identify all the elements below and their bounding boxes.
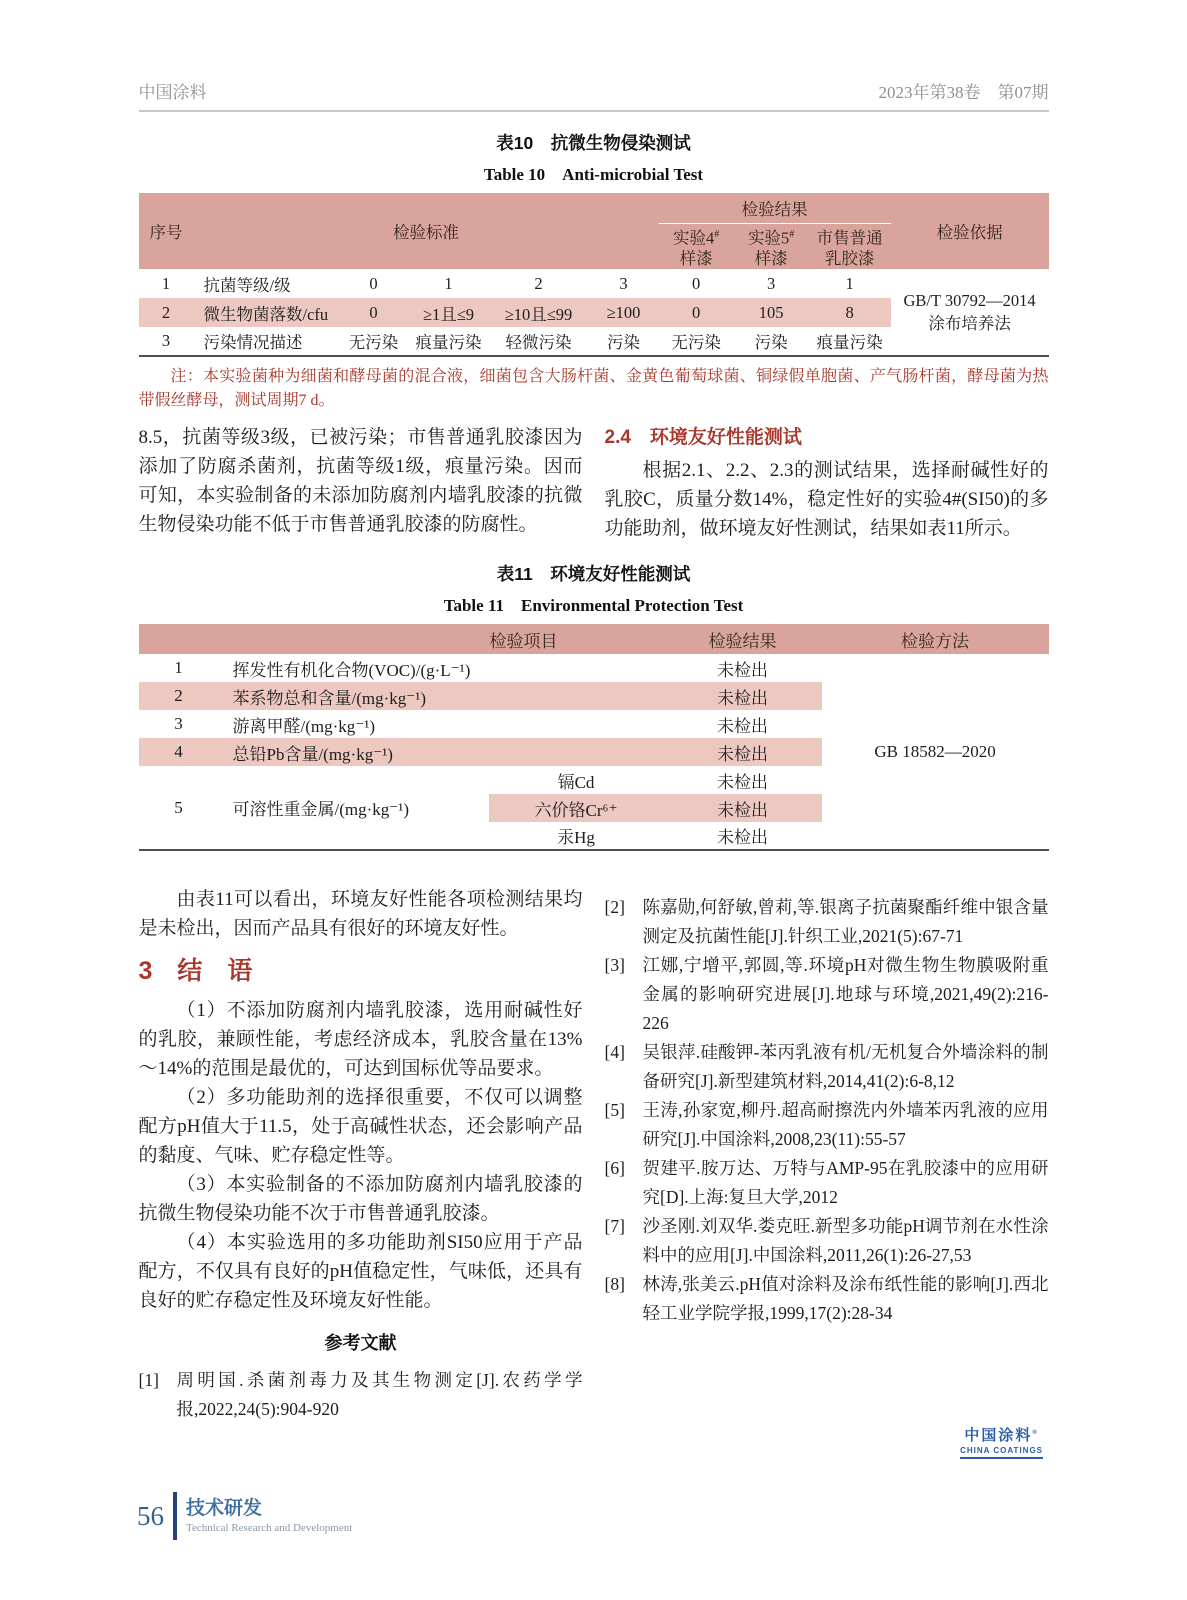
table-row: 3 污染情况描述 无污染 痕量污染 轻微污染 污染 无污染 污染 痕量污染 — [161, 331, 883, 352]
table-row: 2 微生物菌落数/cfu 0 ≥1且≤9 ≥10且≤99 ≥100 0 105 8 — [139, 298, 1049, 327]
table-row: 1 挥发性有机化合物(VOC)/(g·L⁻¹) 未检出 GB 18582—2020 — [139, 654, 1049, 682]
table10-subcol-sample5: 实验5# 样漆 — [734, 223, 809, 269]
table10-basis-cell: GB/T 30792—2014 涂布培养法 — [891, 269, 1049, 356]
table-row: 1 抗菌等级/级 0 1 2 3 0 3 1 GB/T 30792—2014 涂布培养法 — [139, 269, 1049, 298]
table10-antimicrobial-test — [139, 193, 1049, 357]
footer-section-en: Technical Research and Development — [186, 1521, 353, 1534]
references-list-left — [139, 1366, 583, 1424]
logo-wordmark-zh: 中国涂料® — [964, 1427, 1039, 1444]
section-3-heading: 3 结 语 — [138, 957, 253, 985]
table10-subcol-commercial: 市售普通 乳胶漆 — [809, 223, 891, 269]
references-list-right — [605, 893, 1049, 1328]
issue-info: 2023年第38卷 第07期 — [878, 83, 1049, 102]
body-paragraph: 根据2.1、2.2、2.3的测试结果，选择耐碱性好的乳胶C，质量分数14%，稳定性好的实验4#(SI50)的多功能助剂，做环境友好性测试，结果如表11所示。 — [604, 460, 1049, 539]
table10-col-result: 检验结果 — [659, 193, 891, 223]
journal-name: 中国涂料 — [138, 83, 207, 102]
table11-col-method: 检验方法 — [822, 624, 1049, 654]
reference-item: [2] 陈嘉勋,何舒敏,曾莉,等.银离子抗菌聚酯纤维中银含量测定及抗菌性能[J].针织工业,2021(5):67-71 — [604, 897, 1049, 946]
table11-environmental-test — [139, 624, 1049, 851]
registered-mark: ® — [1032, 1430, 1039, 1436]
conclusion-item-3: （3）本实验制备的不添加防腐剂内墙乳胶漆的抗微生物侵染功能不次于市售普通乳胶漆。 — [138, 1174, 583, 1224]
reference-item: [6] 贺建平.胺万达、万特与AMP-95在乳胶漆中的应用研究[D].上海:复旦大学,2012 — [604, 1158, 1049, 1207]
conclusion-item-2: （2）多功能助剂的选择很重要，不仅可以调整配方pH值大于11.5，处于高碱性状态，还会影响产品的黏度、气味、贮存稳定性等。 — [138, 1087, 583, 1166]
table-row: 汞Hg 未检出 — [557, 828, 769, 847]
table-row: 5 可溶性重金属/(mg·kg⁻¹) 镉Cd 未检出 — [174, 772, 769, 819]
table11-col-result: 检验结果 — [664, 624, 822, 654]
reference-item: [4] 吴银萍.硅酸钾-苯丙乳液有机/无机复合外墙涂料的制备研究[J].新型建筑材料,2014,41(2):6-8,12 — [604, 1042, 1049, 1091]
table-row: 4 总铅Pb含量/(mg·kg⁻¹) 未检出 — [139, 738, 1049, 766]
footer-divider — [173, 1492, 177, 1540]
journal-logo — [960, 1424, 1043, 1459]
body-columns — [139, 423, 1049, 543]
conclusion-item-4: （4）本实验选用的多功能助剂SI50应用于产品配方，不仅具有良好的pH值稳定性，气味低，还具有良好的贮存稳定性及环境友好性能。 — [138, 1232, 583, 1311]
page-content — [139, 0, 1049, 1424]
lower-columns — [139, 885, 1049, 1424]
reference-item: [3] 江娜,宁增平,郭圆,等.环境pH对微生物生物膜吸附重金属的影响研究进展[J].地球与环境,2021,49(2):216-226 — [604, 955, 1049, 1033]
left-column — [139, 423, 583, 543]
footer-section-zh: 技术研发 — [186, 1497, 263, 1519]
page-header — [139, 78, 1049, 112]
reference-item: [8] 林涛,张美云.pH值对涂料及涂布纸性能的影响[J].西北轻工业学院学报,1999,17(2):28-34 — [604, 1274, 1049, 1323]
reference-item: [5] 王涛,孙家宽,柳丹.超高耐擦洗内外墙苯丙乳液的应用研究[J].中国涂料,2008,23(11):55-57 — [604, 1100, 1049, 1149]
references-heading: 参考文献 — [324, 1333, 397, 1353]
table11-title-en: Table 11 Environmental Protection Test — [443, 596, 744, 615]
conclusion-item-1: （1）不添加防腐剂内墙乳胶漆，选用耐碱性好的乳胶，兼顾性能，考虑经济成本，乳胶含量在13%～14%的范围是最优的，可达到国标优等品要求。 — [138, 1000, 583, 1079]
table11-method-cell: GB 18582—2020 — [822, 654, 1049, 850]
table10-subcol-sample4: 实验4# 样漆 — [659, 223, 734, 269]
page-number: 56 — [137, 1500, 164, 1531]
table10-col-basis: 检验依据 — [891, 193, 1049, 269]
table10-col-standard: 检验标准 — [194, 193, 659, 269]
table11-col-item: 检验项目 — [139, 624, 664, 654]
summary-paragraph: 由表11可以看出，环境友好性能各项检测结果均是未检出，因而产品具有很好的环境友好性。 — [138, 889, 583, 939]
table-row: 3 游离甲醛/(mg·kg⁻¹) 未检出 — [174, 714, 769, 736]
body-paragraph: 8.5，抗菌等级3级，已被污染；市售普通乳胶漆因为添加了防腐杀菌剂，抗菌等级1级，痕量污染。因而可知，本实验制备的未添加防腐剂内墙乳胶漆的抗微生物侵染功能不低于市售普通乳胶漆的防腐性。 — [138, 427, 583, 535]
reference-item: [7] 沙圣刚.刘双华.娄克旺.新型多功能pH调节剂在水性涂料中的应用[J].中国涂料,2011,26(1):26-27,53 — [604, 1216, 1049, 1265]
footer-section — [186, 1497, 352, 1536]
right-column — [605, 423, 1049, 543]
table10-col-no: 序号 — [139, 193, 194, 269]
table-row: 六价铬Cr⁶⁺ 未检出 — [139, 794, 1049, 822]
table10-title-en: Table 10 Anti-microbial Test — [483, 165, 704, 184]
table10-note: 注：本实验菌种为细菌和酵母菌的混合液，细菌包含大肠杆菌、金黄色葡萄球菌、铜绿假单胞菌、产气肠杆菌，酵母菌为热带假丝酵母，测试周期7 d。 — [138, 368, 1049, 409]
reference-item: [1] 周明国.杀菌剂毒力及其生物测定[J].农药学学报,2022,24(5):904-920 — [138, 1370, 583, 1419]
section-2-4-heading: 2.4 环境友好性能测试 — [604, 427, 802, 448]
table-row: 2 苯系物总和含量/(mg·kg⁻¹) 未检出 — [139, 682, 1049, 710]
logo-wordmark-en: CHINA COATINGS — [960, 1446, 1043, 1459]
table11-title-zh: 表11 环境友好性能测试 — [496, 564, 691, 584]
table10-title-zh: 表10 抗微生物侵染测试 — [496, 133, 691, 153]
right-column — [605, 885, 1049, 1424]
left-column — [139, 885, 583, 1424]
page-footer — [137, 1492, 352, 1540]
